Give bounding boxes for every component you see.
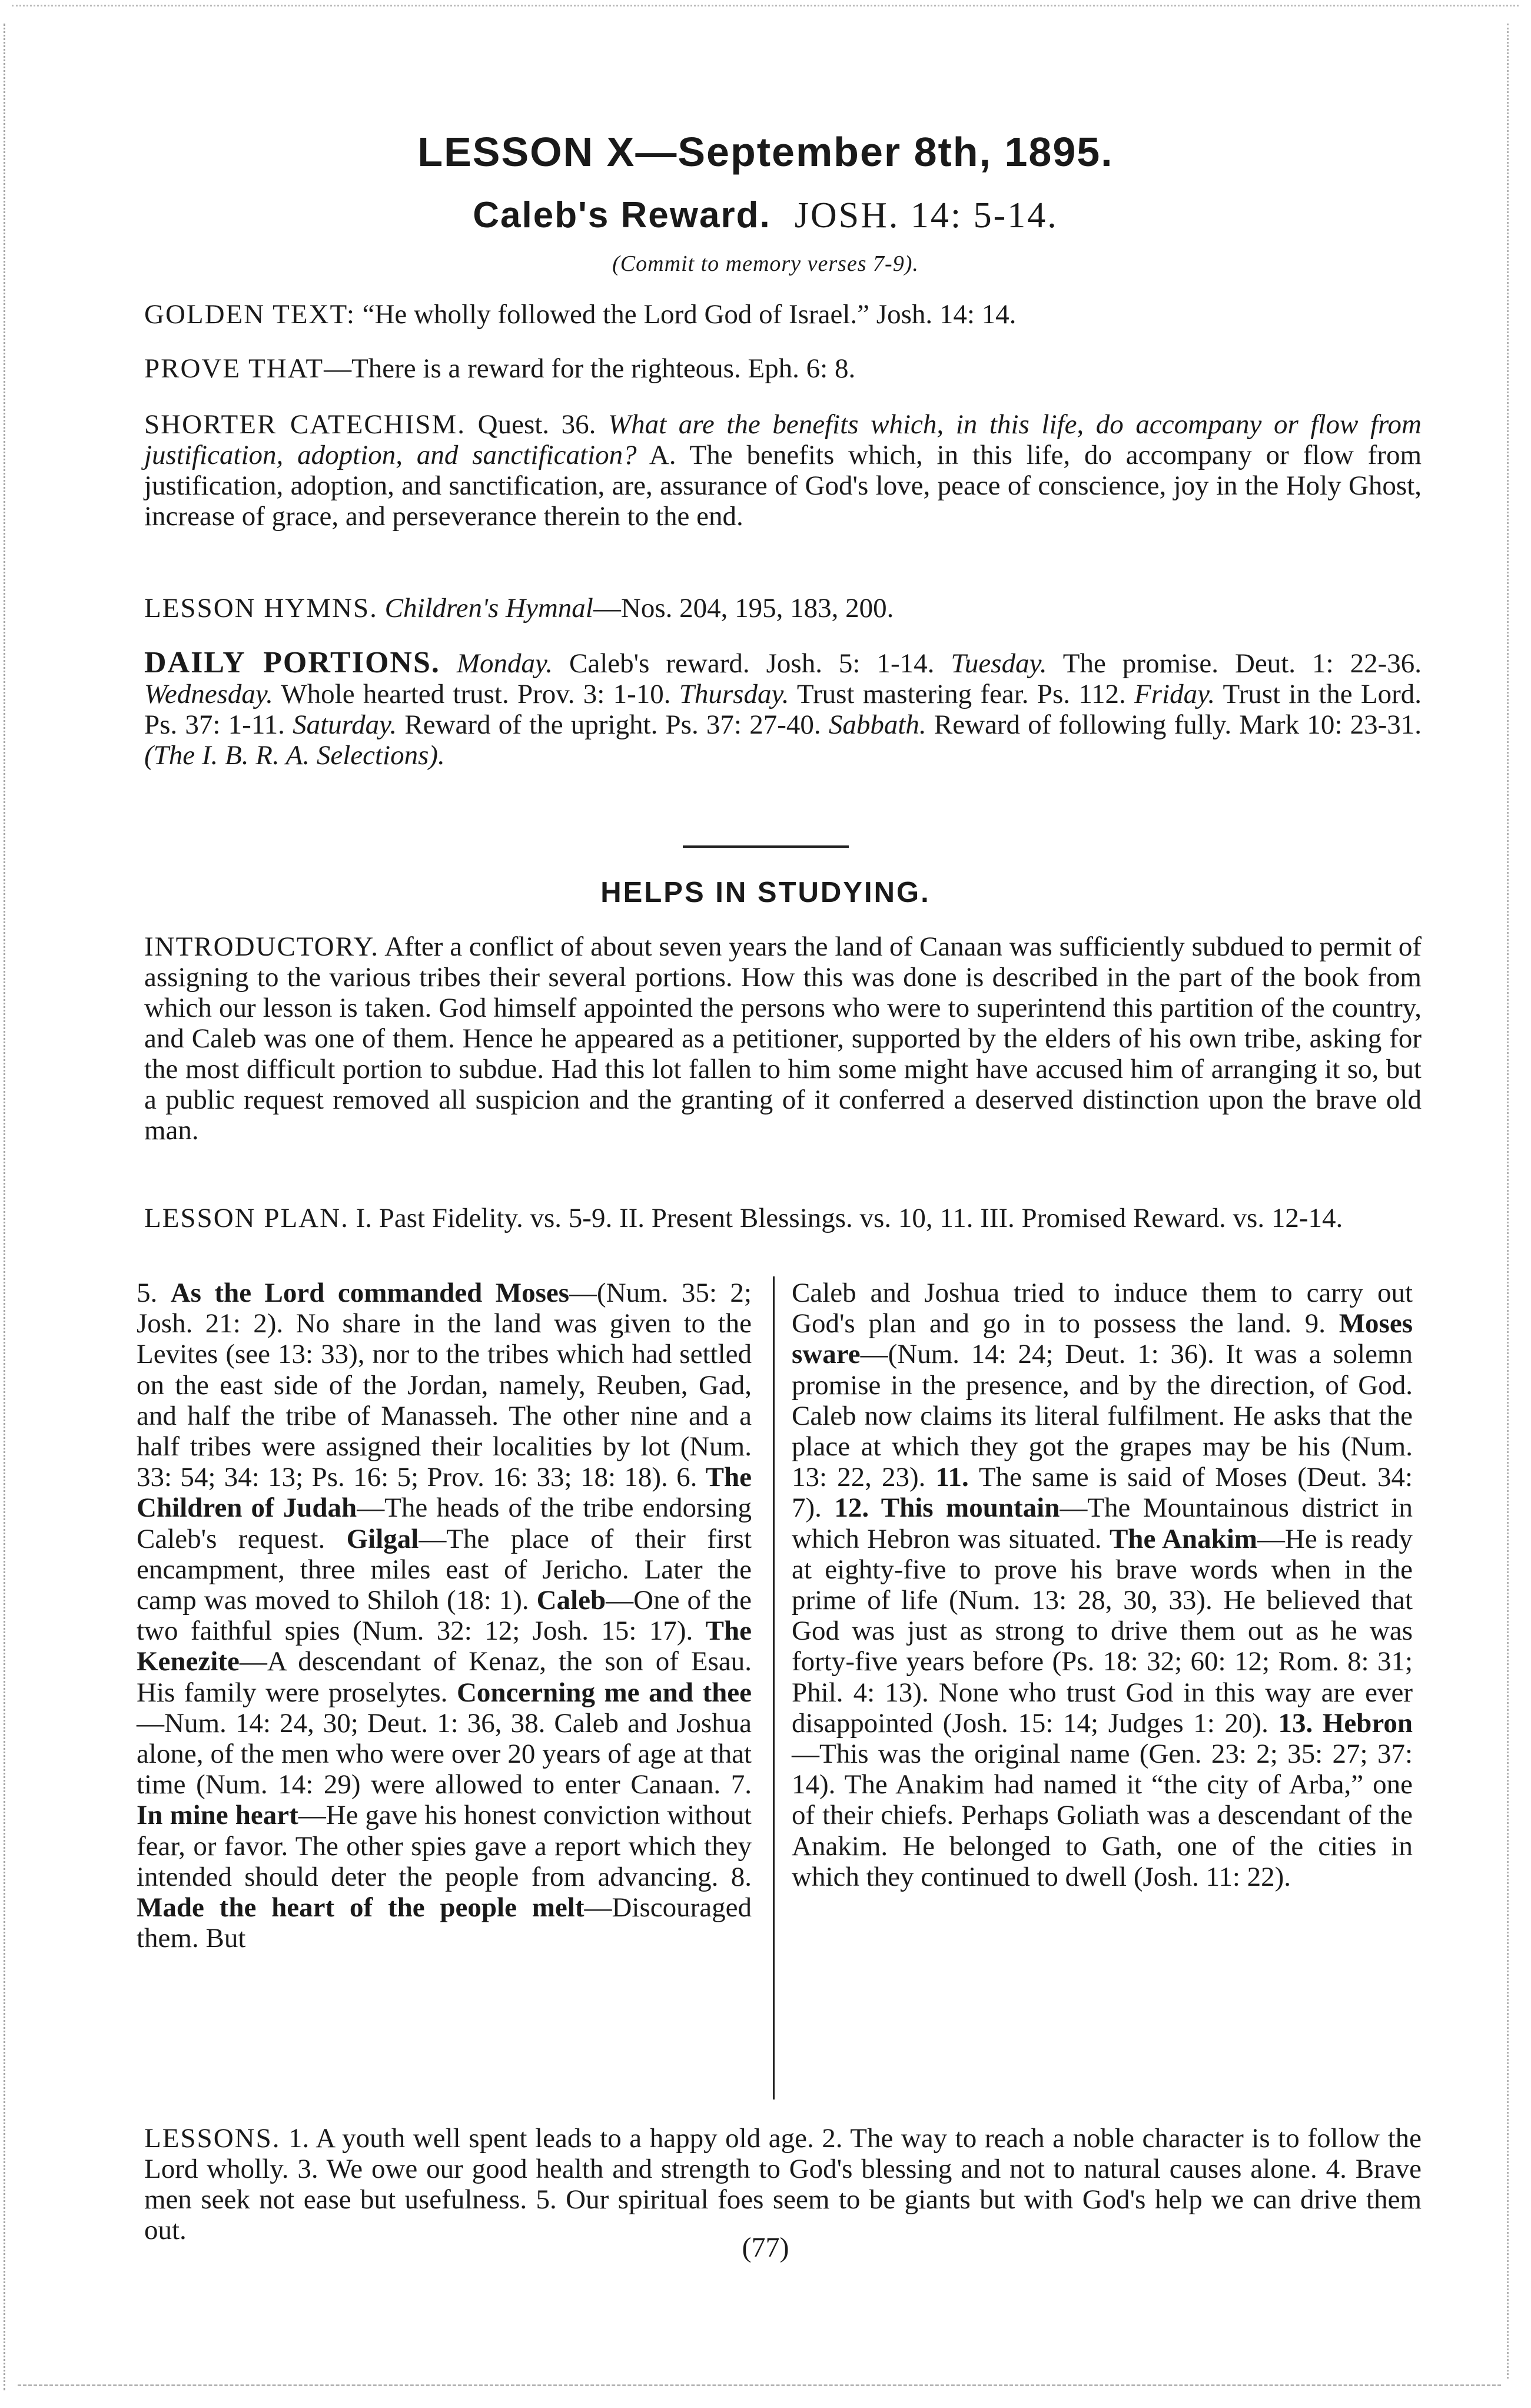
note-text: —(Num. 35: 2; Josh. 21: 2). No share in the land was given to the Levites (see 13: 33), nor to the tribes which had settled on the east side of the Jordan, namely, Reuben, Gad, and half the tribe of Manasseh. The other nine and a half tribes were assigned their localities by lot (Num. 33: 54; 34: 13; Ps. 16: 5; Prov. 16: 33; 18: 18). bbox=[137, 1278, 752, 1493]
verse-number: 6. bbox=[676, 1462, 706, 1493]
catechism-quest: Quest. 36. bbox=[466, 409, 608, 440]
reading-tuesday: The promise. Deut. 1: 22-36. bbox=[1047, 648, 1422, 679]
verse-number: 5. bbox=[137, 1278, 171, 1308]
prove-that-label: PROVE THAT bbox=[144, 353, 324, 384]
verse-number: 8. bbox=[730, 1861, 752, 1892]
note-text: —A descendant of Kenaz, the son of Esau. His family were proselytes. bbox=[137, 1646, 752, 1708]
note-heading: Caleb bbox=[536, 1585, 606, 1616]
scan-edge-top bbox=[12, 5, 1519, 9]
note-heading: Gilgal bbox=[346, 1523, 419, 1554]
lessons-body: 1. A youth well spent leads to a happy old age. 2. The way to reach a noble character is to follow the Lord wholly. 3. We owe our good health and strength to God's blessing and not to natural causes alone. 4. Brave men seek not ease but usefulness. 5. Our spiritual foes seem to be giants but with God's help we can drive them out. bbox=[144, 2123, 1422, 2246]
introductory-label: INTRODUCTORY. bbox=[144, 931, 380, 962]
reading-monday: Caleb's reward. Josh. 5: 1-14. bbox=[553, 648, 951, 679]
day-saturday: Saturday. bbox=[293, 709, 397, 740]
lesson-hymns bbox=[144, 593, 1422, 623]
subtitle-text: Caleb's Reward. bbox=[473, 195, 771, 236]
note-text: —Discouraged them. But bbox=[137, 1892, 752, 1954]
lesson-title: LESSON X—September 8th, 1895. bbox=[417, 129, 1114, 175]
verse-number: 13. bbox=[1278, 1707, 1323, 1739]
verse-number: 7. bbox=[730, 1769, 752, 1800]
lesson-subtitle bbox=[0, 194, 1531, 237]
lessons-label: LESSONS. bbox=[144, 2123, 281, 2154]
scripture-reference: JOSH. 14: 5-14. bbox=[794, 195, 1058, 236]
helps-heading: HELPS IN STUDYING. bbox=[600, 877, 931, 908]
note-text: —This was the original name (Gen. 23: 2; 35: 27; 37: 14). The Anakim had named it “the city of Arba,” one of their chiefs. Perhaps Goliath was a descendant of the Anakim. He belonged to Gath, one of the cities in which they continued to dwell (Josh. 11: 22). bbox=[792, 1739, 1413, 1892]
note-heading: Hebron bbox=[1322, 1707, 1413, 1739]
golden-text bbox=[144, 299, 1422, 330]
reading-wednesday: Whole hearted trust. Prov. 3: 1-10. bbox=[273, 679, 679, 709]
prove-that-body: —There is a reward for the righteous. Eph. 6: 8. bbox=[324, 353, 856, 384]
note-text: —(Num. 14: 24; Deut. 1: 36). It was a solemn promise in the presence, and by the direction, of God. Caleb now claims its literal fulfilment. He asks that the place at which they got the grapes may be his (Num. 13: 22, 23). bbox=[792, 1339, 1413, 1493]
daily-portions bbox=[144, 648, 1422, 771]
reading-saturday: Reward of the upright. Ps. 37: 27-40. bbox=[397, 709, 829, 740]
note-text: —He is ready at eighty-five to prove his brave words when in the prime of life (Num. 13: 28, 30, 33). He believed that God was just as strong to drive them out as he was forty-five years before (Ps. 18: 32; 60: 12; Rom. 8: 31; Phil. 4: 13). None who trust God in this way are ever disappointed (Josh. 15: 14; Judges 1: 20). bbox=[792, 1523, 1413, 1739]
introductory bbox=[144, 931, 1422, 1146]
shorter-catechism bbox=[144, 409, 1422, 532]
notes-left-column bbox=[137, 1278, 752, 1953]
note-text: Caleb and Joshua tried to induce them to carry out God's plan and go in to possess the land. bbox=[792, 1278, 1413, 1339]
day-monday: Monday. bbox=[440, 648, 553, 679]
verse-number: 9. bbox=[1304, 1308, 1339, 1339]
column-divider bbox=[773, 1276, 775, 2099]
note-heading: The Kenezite bbox=[137, 1616, 752, 1677]
day-wednesday: Wednesday. bbox=[144, 679, 273, 709]
page-number: (77) bbox=[742, 2232, 789, 2263]
lesson-plan bbox=[144, 1203, 1422, 1233]
day-tuesday: Tuesday. bbox=[951, 648, 1047, 679]
day-thursday: Thursday. bbox=[679, 679, 789, 709]
note-text: —He gave his honest conviction without fear, or favor. The other spies gave a report which they intended should deter the people from advancing. bbox=[137, 1800, 752, 1892]
day-friday: Friday. bbox=[1134, 679, 1215, 709]
catechism-label: SHORTER CATECHISM. bbox=[144, 409, 466, 440]
catechism-question: What are the benefits which, in this life, do accompany or flow from justification, adoption, and sanctification? bbox=[144, 409, 1422, 470]
hymns-label: LESSON HYMNS. bbox=[144, 593, 378, 623]
commit-note: (Commit to memory verses 7-9). bbox=[612, 251, 919, 276]
note-heading: As the Lord commanded Moses bbox=[170, 1278, 570, 1308]
lesson-plan-body: I. Past Fidelity. vs. 5-9. II. Present Blessings. vs. 10, 11. III. Promised Reward. vs. 12-14. bbox=[348, 1203, 1343, 1233]
scan-edge-left bbox=[4, 24, 8, 2390]
note-heading: In mine heart bbox=[137, 1800, 298, 1831]
note-heading: Made the heart of the people melt bbox=[137, 1892, 584, 1923]
lesson-plan-label: LESSON PLAN. bbox=[144, 1203, 349, 1233]
golden-text-body: “He wholly followed the Lord God of Israel.” Josh. 14: 14. bbox=[355, 299, 1017, 330]
note-heading: The Anakim bbox=[1109, 1523, 1257, 1554]
catechism-answer: A. The benefits which, in this life, do accompany or flow from justification, adoption, and sanctification, are, assurance of God's love, peace of conscience, joy in the Holy Ghost, increase of grace, and perseverance therein to the end. bbox=[144, 440, 1422, 532]
note-text: The same is said of Moses (Deut. 34: 7). bbox=[792, 1462, 1413, 1524]
day-sabbath: Sabbath. bbox=[828, 709, 926, 740]
hymns-book: Children's Hymnal bbox=[377, 593, 593, 623]
verse-number: 11. bbox=[935, 1462, 979, 1493]
note-text: —The heads of the tribe endorsing Caleb's request. bbox=[137, 1492, 752, 1554]
note-text: —The place of their first encampment, three miles east of Jericho. Later the camp was moved to Shiloh (18: 1). bbox=[137, 1523, 752, 1616]
notes-right-column bbox=[792, 1278, 1413, 1892]
note-heading: Moses sware bbox=[792, 1308, 1413, 1370]
verse-number: 12. bbox=[834, 1492, 881, 1524]
introductory-body: After a conflict of about seven years the land of Canaan was sufficiently subdued to permit of assigning to the various tribes their several portions. How this was done is described in the part of the book from which our lesson is taken. God himself appointed the persons who were to superintend this partition of the country, and Caleb was one of them. Hence he appeared as a petitioner, supported by the elders of his own tribe, asking for the most difficult portion to subdue. Had this lot fallen to him some might have accused him of arranging it so, but a public request removed all suspicion and the granting of it conferred a deserved distinction upon the brave old man. bbox=[144, 931, 1422, 1146]
reading-thursday: Trust mastering fear. Ps. 112. bbox=[789, 679, 1135, 709]
reading-friday: Trust in the Lord. Ps. 37: 1-11. bbox=[144, 679, 1422, 740]
reading-sabbath: Reward of following fully. Mark 10: 23-31. bbox=[926, 709, 1422, 740]
scan-edge-right bbox=[1507, 24, 1511, 2379]
note-heading: The Children of Judah bbox=[137, 1462, 752, 1524]
scan-edge-bottom bbox=[18, 2384, 1501, 2389]
note-heading: Concerning me and thee bbox=[456, 1677, 752, 1708]
golden-text-label: GOLDEN TEXT: bbox=[144, 299, 356, 330]
prove-that bbox=[144, 353, 1422, 384]
lessons bbox=[144, 2123, 1422, 2246]
daily-portions-label: DAILY PORTIONS. bbox=[144, 646, 440, 679]
section-divider bbox=[683, 845, 849, 848]
hymns-numbers: —Nos. 204, 195, 183, 200. bbox=[593, 593, 894, 623]
selections-note: (The I. B. R. A. Selections). bbox=[144, 740, 445, 771]
note-text: —The Mountainous district in which Hebron was situated. bbox=[792, 1492, 1413, 1554]
note-text: —Num. 14: 24, 30; Deut. 1: 36, 38. Caleb and Joshua alone, of the men who were over 20 years of age at that time (Num. 14: 29) were allowed to enter Canaan. bbox=[137, 1707, 752, 1800]
note-heading: This mountain bbox=[881, 1492, 1060, 1524]
note-text: —One of the two faithful spies (Num. 32: 12; Josh. 15: 17). bbox=[137, 1585, 752, 1647]
